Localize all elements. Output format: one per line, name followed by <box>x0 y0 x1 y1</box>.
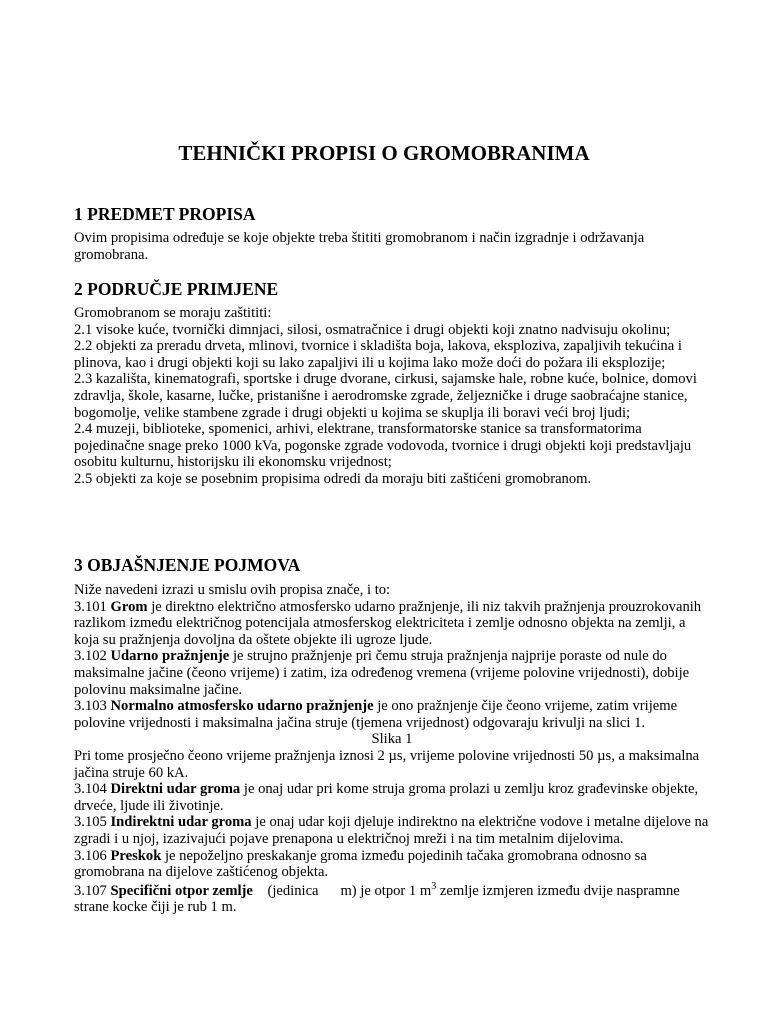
section-3-body <box>74 582 710 916</box>
list-item: 2.2 objekti za preradu drveta, mlinovi, tvornice i skladišta boja, lakova, eksploziva, zapaljivih tekućina i plinova, kao i drugi objekti koji su lako zapaljivi ili u kojima lako može doći do požara ili eksplozije; <box>74 338 682 371</box>
term: Specifični otpor zemlje <box>110 882 253 899</box>
term: Direktni udar groma <box>110 781 241 798</box>
term: Normalno atmosfersko udarno pražnjenje <box>110 698 374 715</box>
superscript: 3 <box>431 880 437 892</box>
figure-caption: Slika 1 <box>371 731 413 748</box>
definition-3102: 3.102 Udarno pražnjenje je strujno pražnjenje pri čemu struja pražnjenja najprije poraste od nule do maksimalne jačine (čeono vrijeme) i zatim, iza određenog vremena (vrijeme polovine vrijednosti), dobije polovinu maksimalne jačine. <box>74 648 690 698</box>
figure-description: Pri tome prosječno čeono vrijeme pražnjenja iznosi 2 µs, vrijeme polovine vrijednosti 50 µs, a maksimalna jačina struje 60 kA. <box>74 747 700 781</box>
definition-3105: 3.105 Indirektni udar groma je onaj udar koji djeluje indirektno na električne vodove i metalne dijelove na zgradi i u njoj, izazivajući pojave prenapona u električnoj mreži i na tim metalnim dijelovima. <box>74 814 709 847</box>
list-item: 2.4 muzeji, biblioteke, spomenici, arhivi, elektrane, transformatorske stanice sa transformatorima pojedinačne snage preko 1000 kVa, pogonske zgrade vodovoda, tvornice i drugi objekti koji predstavljaju osobitu kulturnu, historijsku ili ekonomsku vrijednost; <box>74 421 692 471</box>
section-1-body <box>74 230 710 263</box>
definition-3106: 3.106 Preskok je nepoželjno preskakanje groma između pojedinih tačaka gromobrana odnosno sa gromobrana na dijelove zaštićenog objekta. <box>74 847 647 881</box>
paragraph: Ovim propisima određuje se koje objekte treba štititi gromobranom i način izgradnje i održavanja gromobrana. <box>74 230 645 263</box>
section-2-body <box>74 305 710 488</box>
term: Grom <box>110 598 148 615</box>
list-item: 2.3 kazališta, kinematografi, sportske i druge dvorane, cirkusi, sajamske hale, robne kuće, bolnice, domovi zdravlja, škole, kasarne, lučke, pristanišne i aerodromske zgrade, željezničke i druge saobraćajne stanice, bogomolje, velike stambene zgrade i drugi objekti u kojima se skuplja ili boravi veći broj ljudi; <box>74 371 697 421</box>
section-3-heading: 3 OBJAŠNJENJE POJMOVA <box>74 555 301 575</box>
term: Preskok <box>110 847 162 864</box>
definition-3101: 3.101 Grom je direktno električno atmosfersko udarno pražnjenje, ili niz takvih pražnjenja prouzrokovanih razlikom između električnog potencijala atmosferskog elektriciteta i zemlje odnosno objekta na zemlji, a koja su pražnjenja dovoljna da oštete objekte ili ugroze ljude. <box>74 598 702 648</box>
section-1-heading: 1 PREDMET PROPISA <box>74 204 256 224</box>
definition-3107: 3.107 Specifični otpor zemlje (jedinica m) je otpor 1 $m^3$ zemlje izmjeren između dvije naspramne strane kocke čiji je rub 1 m. <box>74 880 680 916</box>
section-2-heading: 2 PODRUČJE PRIMJENE <box>74 279 279 299</box>
term: Udarno pražnjenje <box>110 648 230 665</box>
term: Indirektni udar groma <box>110 814 252 831</box>
definitions-intro: Niže navedeni izrazi u smislu ovih propisa znače, i to: <box>74 582 391 598</box>
list-item: 2.5 objekti za koje se posebnim propisima odredi da moraju biti zaštićeni gromobranom. <box>74 470 592 487</box>
list-intro: Gromobranom se moraju zaštititi: <box>74 305 272 321</box>
document-title: TEHNIČKI PROPISI O GROMOBRANIMA <box>178 141 590 165</box>
definition-3104: 3.104 Direktni udar groma je onaj udar pri kome struja groma prolazi u zemlju kroz građevinske objekte, drveće, ljude ili životinje. <box>74 781 699 814</box>
definition-3103: 3.103 Normalno atmosfersko udarno pražnjenje je ono pražnjenje čije čeono vrijeme, zatim vrijeme polovine vrijednosti i maksimalna jačina struje (tjemena vrijednost) odgovaraju krivulji na slici 1. <box>74 698 678 731</box>
list-item: 2.1 visoke kuće, tvornički dimnjaci, silosi, osmatračnice i drugi objekti koji znatno nadvisuju okolinu; <box>74 321 671 338</box>
